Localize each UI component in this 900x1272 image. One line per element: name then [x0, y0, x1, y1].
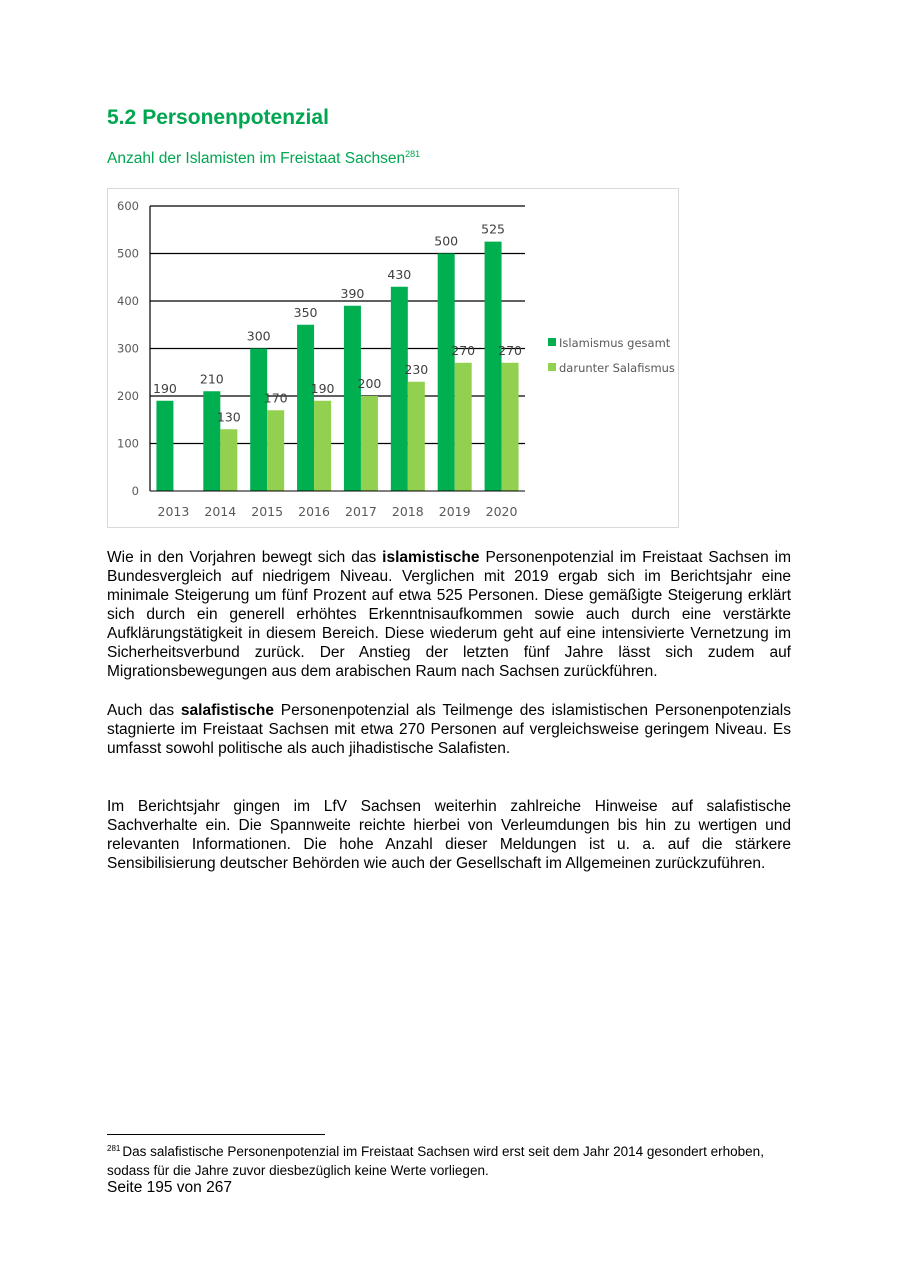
x-tick-label: 2020: [485, 504, 518, 519]
footnote: [107, 1142, 797, 1180]
x-tick-label: 2016: [298, 504, 330, 519]
bar-islamismus: [438, 254, 455, 492]
paragraph-bold-term: salafistische: [180, 702, 274, 719]
section-heading: [107, 106, 329, 130]
data-label: 190: [310, 380, 335, 396]
y-tick-label: 100: [117, 436, 139, 451]
paragraph-text: Wie in den Vorjahren bewegt sich das: [107, 549, 383, 566]
paragraph-bold-term: islamistische: [382, 549, 480, 566]
bar-salafismus: [455, 363, 472, 491]
paragraph-text: Auch das: [107, 702, 181, 719]
chart-caption-text: Anzahl der Islamisten im Freistaat Sachsen: [107, 150, 406, 167]
chart-footnote-ref: 281: [405, 148, 421, 159]
bar-salafismus: [220, 429, 237, 491]
data-label: 300: [246, 328, 271, 344]
page-number: Seite 195 von 267: [107, 1179, 232, 1196]
legend-label: darunter Salafismus: [559, 361, 675, 375]
y-tick-label: 400: [117, 294, 139, 308]
bar-salafismus: [361, 396, 378, 491]
bar-islamismus: [297, 325, 314, 491]
data-label: 130: [216, 409, 241, 425]
bar-islamismus: [250, 349, 267, 492]
legend-label: Islamismus gesamt: [559, 336, 671, 350]
y-tick-label: 0: [131, 484, 139, 498]
x-tick-label: 2015: [251, 504, 284, 519]
paragraph-text: Personenpotenzial im Freistaat Sachsen im Bundesvergleich auf niedrigem Niveau. Verglichen mit 2019 ergab sich im Berichtsjahr eine minimale Steigerung um fünf Prozent auf etwa 525 Personen. Diese gemäßigte Steigerung erklärt sich durch ein generell erhöhtes Erkenntnisaufkommen sowie auch durch eine verstärkte Aufklärungstätigkeit in diesem Bereich. Diese wiederum geht auf eine intensivierte Vernetzung im Sicherheitsverbund zurück. Der Anstieg der letzten fünf Jahre lässt sich zudem auf Migrationsbewegungen aus dem arabischen Raum nach Sachsen zurückführen.: [107, 549, 791, 680]
x-tick-label: 2017: [345, 504, 377, 519]
bar-salafismus: [267, 410, 284, 491]
data-label: 170: [263, 390, 288, 406]
data-label: 210: [199, 371, 224, 387]
x-tick-label: 2018: [391, 504, 424, 519]
x-tick-label: 2014: [204, 504, 237, 519]
bar-chart: [107, 188, 679, 528]
y-tick-label: 500: [117, 246, 139, 261]
section-number: 5.2: [107, 106, 137, 129]
data-label: 500: [434, 233, 459, 249]
bar-islamismus: [344, 306, 361, 491]
data-label: 270: [498, 342, 522, 358]
bar-salafismus: [502, 363, 519, 491]
bar-salafismus: [314, 401, 331, 491]
data-label: 270: [451, 342, 476, 358]
data-label: 230: [404, 361, 429, 377]
data-label: 525: [481, 221, 505, 237]
bar-islamismus: [203, 391, 220, 491]
y-tick-label: 600: [117, 199, 139, 213]
chart-caption: [107, 150, 420, 168]
legend-swatch: [548, 338, 556, 346]
y-tick-label: 200: [117, 389, 139, 403]
legend-swatch: [548, 363, 556, 371]
footnote-divider: [107, 1134, 325, 1135]
data-label: 350: [293, 304, 318, 320]
paragraph-islamist: [107, 548, 791, 681]
footnote-number: 281: [107, 1143, 121, 1153]
bar-salafismus: [408, 382, 425, 491]
footnote-text: Das salafistische Personenpotenzial im Freistaat Sachsen wird erst seit dem Jahr 2014 gesondert erhoben, sodass für die Jahre zuvor diesbezüglich keine Werte vorliegen.: [107, 1144, 764, 1178]
data-label: 430: [387, 266, 412, 282]
data-label: 390: [340, 285, 365, 301]
bar-islamismus: [485, 242, 502, 491]
section-title: Personenpotenzial: [142, 106, 329, 129]
paragraph-text: Personenpotenzial als Teilmenge des islamistischen Personenpotenzials stagnierte im Freistaat Sachsen mit etwa 270 Personen auf vergleichsweise geringem Niveau. Es umfasst sowohl politische als auch jihadistische Salafisten.: [107, 702, 791, 757]
bar-islamismus: [391, 287, 408, 491]
bar-chart-svg: [108, 189, 680, 529]
x-tick-label: 2013: [157, 504, 190, 519]
x-tick-label: 2019: [438, 504, 471, 519]
bar-islamismus: [156, 401, 173, 491]
y-tick-label: 300: [117, 341, 139, 356]
data-label: 190: [153, 380, 177, 396]
paragraph-salafist: [107, 701, 791, 758]
data-label: 200: [357, 376, 382, 391]
paragraph-hints: Im Berichtsjahr gingen im LfV Sachsen weiterhin zahlreiche Hinweise auf salafistische Sachverhalte ein. Die Spannweite reichte hierbei von Verleumdungen bis hin zu wertigen und relevanten Informationen. Die hohe Anzahl dieser Meldungen ist u. a. auf die stärkere Sensibilisierung deutscher Behörden wie auch der Gesellschaft im Allgemeinen zurückzuführen.: [107, 798, 791, 872]
